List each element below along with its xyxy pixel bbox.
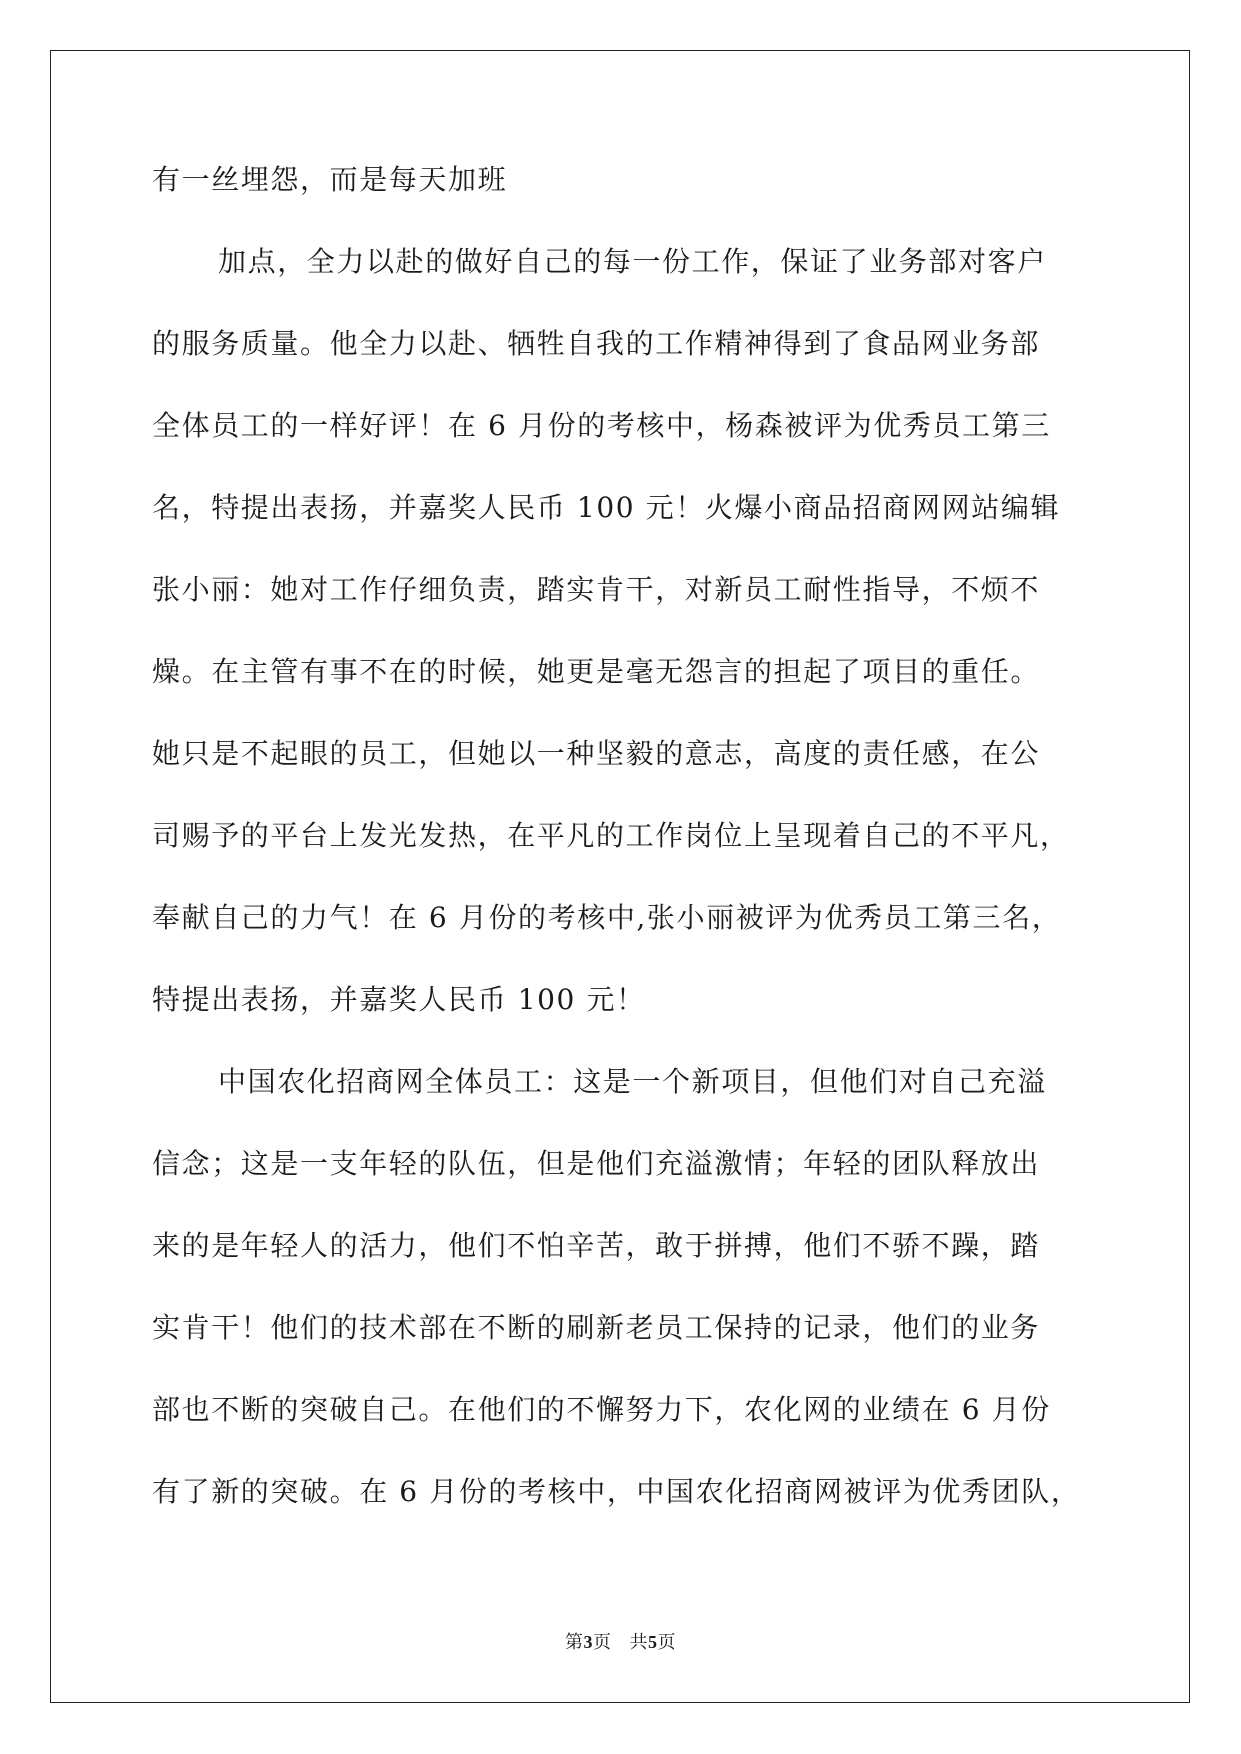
text-line: 有一丝埋怨，而是每天加班 bbox=[152, 163, 508, 196]
page-number-suffix: 页 bbox=[593, 1632, 612, 1653]
page-number-current: 3 bbox=[583, 1632, 593, 1652]
text-line: 名，特提出表扬，并嘉奖人民币 100 元！火爆小商品招商网网站编辑 bbox=[152, 491, 1061, 524]
text-line: 燥。在主管有事不在的时候，她更是毫无怨言的担起了项目的重任。 bbox=[152, 655, 1041, 688]
text-line: 部也不断的突破自己。在他们的不懈努力下，农化网的业绩在 6 月份 bbox=[152, 1393, 1051, 1426]
text-line: 她只是不起眼的员工，但她以一种坚毅的意志，高度的责任感，在公 bbox=[152, 737, 1041, 770]
text-line: 司赐予的平台上发光发热，在平凡的工作岗位上呈现着自己的不平凡， bbox=[152, 819, 1070, 852]
text-line: 特提出表扬，并嘉奖人民币 100 元！ bbox=[152, 983, 646, 1016]
page-number-prefix: 第 bbox=[565, 1632, 584, 1653]
page-number-total: 5 bbox=[648, 1632, 658, 1652]
document-body bbox=[152, 164, 1092, 1558]
page-total-suffix: 页 bbox=[657, 1632, 676, 1653]
text-line: 全体员工的一样好评！在 6 月份的考核中，杨森被评为优秀员工第三 bbox=[152, 409, 1051, 442]
page-total-prefix: 共 bbox=[629, 1632, 648, 1653]
text-line: 实肯干！他们的技术部在不断的刷新老员工保持的记录，他们的业务 bbox=[152, 1311, 1041, 1344]
page-footer bbox=[0, 1628, 1241, 1654]
text-line: 加点，全力以赴的做好自己的每一份工作，保证了业务部对客户 bbox=[218, 245, 1047, 278]
text-line: 有了新的突破。在 6 月份的考核中，中国农化招商网被评为优秀团队， bbox=[152, 1475, 1081, 1508]
text-line: 的服务质量。他全力以赴、牺牲自我的工作精神得到了食品网业务部 bbox=[152, 327, 1041, 360]
text-line: 信念；这是一支年轻的队伍，但是他们充溢激情；年轻的团队释放出 bbox=[152, 1147, 1041, 1180]
text-line: 奉献自己的力气！在 6 月份的考核中,张小丽被评为优秀员工第三名， bbox=[152, 901, 1062, 934]
text-line: 来的是年轻人的活力，他们不怕辛苦，敢于拼搏，他们不骄不躁，踏 bbox=[152, 1229, 1041, 1262]
text-line: 张小丽：她对工作仔细负责，踏实肯干，对新员工耐性指导，不烦不 bbox=[152, 573, 1041, 606]
text-line: 中国农化招商网全体员工：这是一个新项目，但他们对自己充溢 bbox=[218, 1065, 1047, 1098]
